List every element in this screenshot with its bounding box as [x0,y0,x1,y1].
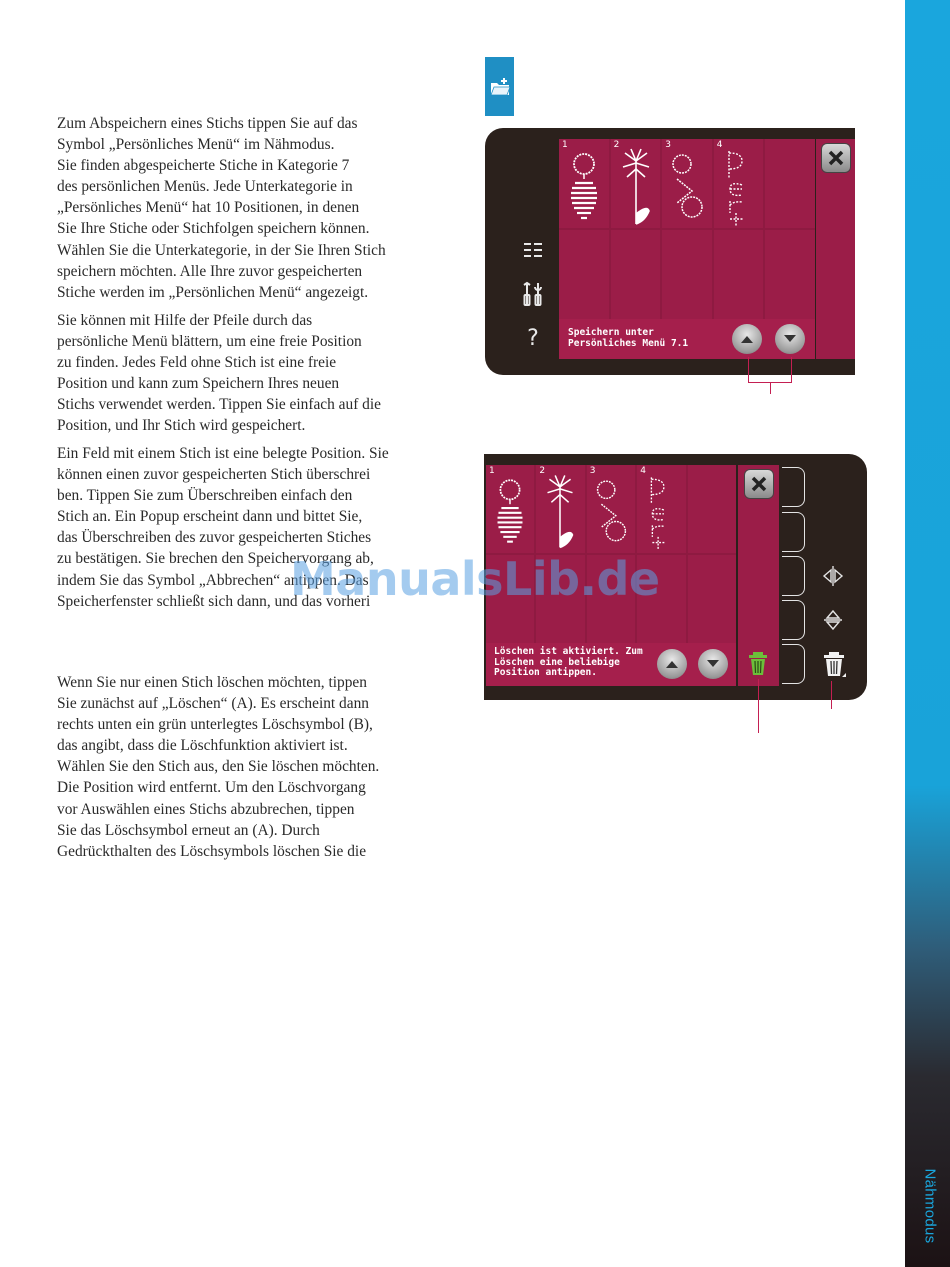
watermark: ManualsLib.de [290,552,660,606]
mirror-side-icon[interactable] [822,564,844,588]
slot-number: 1 [562,140,568,150]
text-line: persönliche Menü blättern, um eine freie Position [57,333,362,351]
stitch-palm-icon [536,465,584,553]
status-text [568,328,688,349]
stitch-grid [559,139,815,319]
arrow-down-icon [783,334,797,344]
text-line: Speicherfenster schließt sich dann, und das vorheri [57,592,371,610]
close-icon [750,475,768,493]
arrow-up-icon [740,334,754,344]
paragraph-delete [57,672,469,862]
close-button[interactable] [745,470,773,498]
callout-line [748,357,749,383]
side-panel [816,139,855,359]
scroll-down-button[interactable] [775,324,805,354]
text-line: Position und kann zum Speichern Ihres neuen [57,375,340,393]
settings-tools-icon[interactable] [521,280,545,308]
slot-number: 2 [539,466,546,476]
arrow-down-icon [706,659,720,669]
text-line: indem Sie das Symbol „Abbrechen“ antippen. Das [57,571,369,589]
text-line: Stiche werden im „Persönlichen Menü“ angezeigt. [57,283,369,301]
panel-tab[interactable] [782,644,805,684]
panel-tab[interactable] [782,556,805,596]
stitch-slot-10[interactable] [688,555,736,643]
status-line: Speichern unter [568,327,654,338]
text-line: Position, und Ihr Stich wird gespeichert. [57,417,306,435]
scroll-down-button[interactable] [698,649,728,679]
text-line: Wählen Sie die Unterkategorie, in der Sie Ihren Stich [57,241,386,259]
slot-number: 3 [665,140,671,150]
paragraph-scroll [57,310,469,437]
text-line: Sie finden abgespeicherte Stiche in Kategorie 7 [57,157,350,175]
text-line: Stichs verwendet werden. Tippen Sie einfach auf die [57,396,381,414]
close-icon [827,149,845,167]
arrow-up-icon [665,659,679,669]
text-line: speichern möchten. Alle Ihre zuvor gespeicherten [57,262,363,280]
paragraph-save-intro [57,113,469,303]
stitch-slot-6[interactable] [559,230,609,319]
text-line: Die Position wird entfernt. Um den Löschvorgang [57,779,366,797]
slot-number: 3 [589,466,596,476]
text-line: Stich an. Ein Popup erscheint dann und bittet Sie, [57,508,363,526]
slot-number: 2 [613,140,620,150]
stitch-palm-icon [611,139,661,228]
stitch-slot-4[interactable] [714,139,764,228]
text-line: ben. Tippen Sie zum Überschreiben einfach den [57,487,353,505]
text-line: zu finden. Jedes Feld ohne Stich ist eine freie [57,354,337,372]
help-icon[interactable]: ? [527,325,539,351]
delete-icon[interactable] [821,651,847,679]
text-line: Sie zunächst auf „Löschen“ (A). Es erscheint dann [57,695,369,713]
text-line: Wählen Sie den Stich aus, den Sie löschen möchten. [57,758,380,776]
stitch-slot-5[interactable] [765,139,815,228]
scroll-up-button[interactable] [657,649,687,679]
stitch-slot-8[interactable] [662,230,712,319]
text-line: Gedrückthalten des Löschsymbols löschen Sie die [57,842,367,860]
list-view-icon[interactable] [521,238,545,262]
side-tab-bar [905,0,950,1267]
stitch-slot-9[interactable] [714,230,764,319]
stitch-balloon-icon [486,465,534,553]
text-line: das Überschreiben des zuvor gespeicherten Stiches [57,529,372,547]
text-line: Sie das Löschsymbol erneut an (A). Durch [57,821,320,839]
personal-menu-folder-icon [485,57,514,116]
text-line: das angibt, dass die Löschfunktion aktiviert ist. [57,737,348,755]
stitch-balloon-icon [559,139,609,228]
stitch-slot-4[interactable] [637,465,685,553]
text-line: zu bestätigen. Sie brechen den Speichervorgang ab, [57,550,374,568]
callout-line [791,357,792,383]
status-text [494,647,643,679]
text-line: Symbol „Persönliches Menü“ im Nähmodus. [57,136,335,154]
mirror-updown-icon[interactable] [822,608,844,632]
stitch-letters-icon [714,139,764,228]
stitch-circles-icon [662,139,712,228]
text-line: des persönlichen Menüs. Jede Unterkategorie in [57,178,353,196]
panel-tab[interactable] [782,512,805,552]
text-line: Sie können mit Hilfe der Pfeile durch das [57,312,313,329]
stitch-slot-1[interactable] [486,465,534,553]
stitch-slot-3[interactable] [587,465,635,553]
text-line: können einen zuvor gespeicherten Stich überschrei [57,466,371,484]
stitch-slot-2[interactable] [611,139,661,228]
text-line: Ein Feld mit einem Stich ist eine belegte Position. Sie [57,445,389,462]
stitch-slot-7[interactable] [611,230,661,319]
section-label: Nähmodus [921,1168,939,1244]
scroll-up-button[interactable] [732,324,762,354]
status-line: Löschen eine beliebige [494,656,620,668]
stitch-slot-10[interactable] [765,230,815,319]
stitch-circles-icon [587,465,635,553]
slot-number: 1 [489,466,495,476]
close-button[interactable] [822,144,850,172]
callout-line [758,679,759,733]
text-line: Sie Ihre Stiche oder Stichfolgen speichern können. [57,220,370,238]
status-line: Position antippen. [494,667,597,678]
delete-active-icon [746,651,770,677]
status-line: Persönliches Menü 7.1 [568,337,689,349]
panel-tab[interactable] [782,467,805,507]
panel-tab[interactable] [782,600,805,640]
slot-number: 4 [640,466,646,476]
callout-line [770,382,771,394]
text-line: rechts unten ein grün unterlegtes Löschsymbol (B), [57,716,373,734]
text-line: Zum Abspeichern eines Stichs tippen Sie auf das [57,115,358,132]
slot-number: 4 [716,140,723,150]
stitch-slot-5[interactable] [688,465,736,553]
text-line: Wenn Sie nur einen Stich löschen möchten, tippen [57,674,367,691]
callout-line [831,681,832,709]
stitch-slot-1[interactable] [559,139,609,228]
text-line: „Persönliches Menü“ hat 10 Positionen, in denen [57,199,360,217]
text-line: vor Auswählen eines Stichs abzubrechen, tippen [57,800,355,818]
stitch-slot-2[interactable] [536,465,584,553]
stitch-letters-icon [637,465,685,553]
status-line: Löschen ist aktiviert. Zum [494,646,643,657]
stitch-slot-3[interactable] [662,139,712,228]
